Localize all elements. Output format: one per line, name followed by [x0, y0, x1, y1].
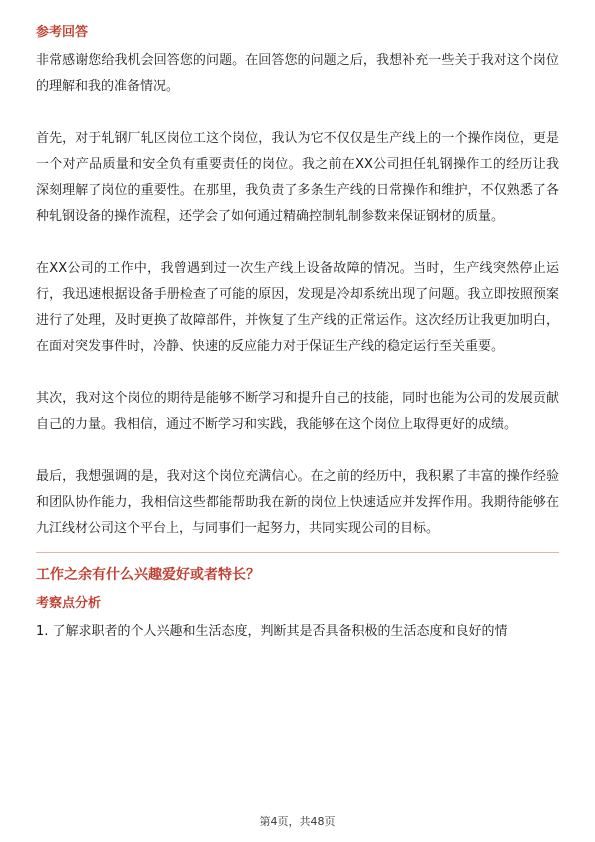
answer-paragraph-2: 首先，对于轧钢厂轧区岗位工这个岗位，我认为它不仅仅是生产线上的一个操作岗位，更是一个对产品质量和安全负有重要责任的岗位。我之前在XX公司担任轧钢操作工的经历让我深刻理解了岗位的重要性。在那里，我负责了多条生产线的日常操作和维护，不仅熟悉了各种轧钢设备的操作流程，还学会了如何通过精确控制轧制参数来保证钢材的质量。: [36, 131, 559, 224]
answer-paragraph-4: 其次，我对这个岗位的期待是能够不断学习和提升自己的技能，同时也能为公司的发展贡献自己的力量。我相信，通过不断学习和实践，我能够在这个岗位上取得更好的成绩。: [36, 391, 559, 432]
answer-paragraph-5: 最后，我想强调的是，我对这个岗位充满信心。在之前的经历中，我积累了丰富的操作经验和团队协作能力，我相信这些都能帮助我在新的岗位上快速适应并发挥作用。我期待能够在九江线材公司这个平台上，与同事们一起努力，共同实现公司的目标。: [36, 469, 559, 536]
paragraph-gap: [36, 438, 559, 464]
answer-paragraph-3: 在XX公司的工作中，我曾遇到过一次生产线上设备故障的情况。当时，生产线突然停止运行，我迅速根据设备手册检查了可能的原因，发现是冷却系统出现了问题。我立即按照预案进行了处理，及时更换了故障部件，并恢复了生产线的正常运作。这次经历让我更加明白，在面对突发事件时，冷静、快速的反应能力对于保证生产线的稳定运行至关重要。: [36, 261, 559, 354]
paragraph-gap: [36, 360, 559, 386]
next-question-title: 工作之余有什么兴趣爱好或者特长？: [36, 567, 260, 583]
paragraph-gap: [36, 230, 559, 256]
paragraph-gap: [36, 100, 559, 126]
section-divider: [36, 552, 559, 553]
answer-paragraph-1: 非常感谢您给我机会回答您的问题。在回答您的问题之后，我想补充一些关于我对这个岗位的理解和我的准备情况。: [36, 53, 559, 94]
analysis-label: 考察点分析: [36, 596, 102, 611]
reference-answer-label: 参考回答: [36, 25, 89, 40]
page-content: [36, 18, 559, 645]
page-number: 第4页，共48页: [259, 815, 336, 828]
analysis-point-1: 1. 了解求职者的个人兴趣和生活态度，判断其是否具备积极的生活态度和良好的情: [36, 624, 508, 639]
